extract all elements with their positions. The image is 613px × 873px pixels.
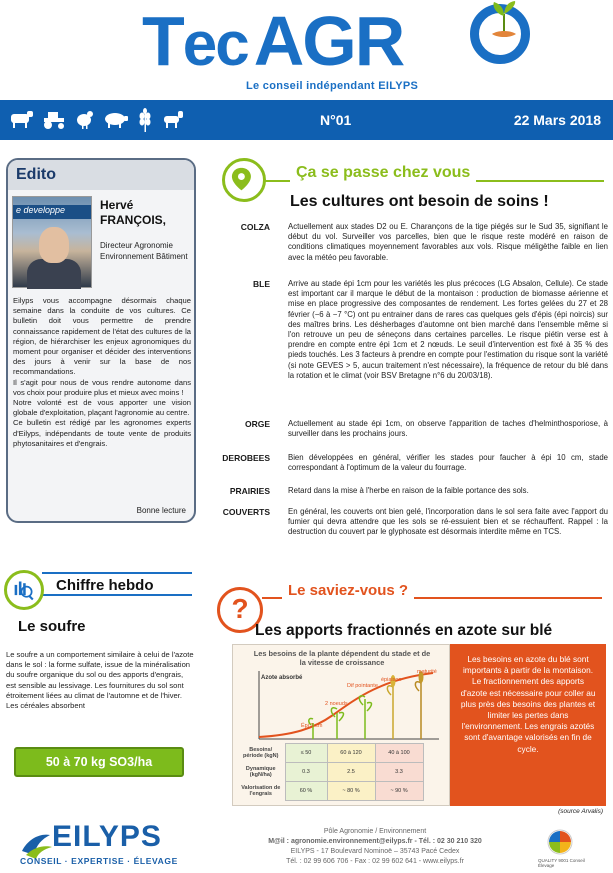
logo-ec: ec	[182, 10, 248, 79]
masthead	[0, 0, 613, 100]
edito-title: Edito	[8, 160, 194, 190]
table-cell: 60 à 120	[327, 744, 375, 763]
nitrogen-curve	[233, 665, 451, 745]
table-cell: 40 à 100	[375, 744, 423, 763]
issue-number: N°01	[320, 112, 352, 128]
author-name	[100, 198, 166, 228]
stage-label: Dif pointante	[347, 683, 378, 689]
row-label: Dynamique (kgN/ha)	[245, 766, 276, 778]
logo-agr: AGR	[253, 2, 404, 80]
table-cell: ≤ 50	[285, 744, 327, 763]
quality-label: QUALITY 9001 Conseil Élevage	[538, 858, 585, 868]
footer-mail[interactable]: M@il : agronomie.environnement@eilyps.fr - Tél. : 02 30 210 320	[268, 838, 482, 845]
figure-title: Les besoins de la plante dépendent du stade et de la vitesse de croissance	[253, 649, 431, 667]
figure-source: (source Arvalis)	[558, 808, 603, 815]
stage-label: Épi 1 cm	[301, 723, 323, 729]
plant-stage-5	[415, 681, 421, 739]
plant-icon	[484, 0, 524, 40]
soufre-text: Le soufre a un comportement similaire à celui de l'azote dans le sol : la forme sulfate, issue de la minéralisation du soufre organique du sol ou des apports d'engrais, est sensible au lessivage. Les fournitures du sol sont étroitement liées au climat de l'automne et de l'hiver. Les céréales absorbent	[6, 650, 194, 711]
author-role: Directeur Agronomie Environnement Bâtiment	[100, 241, 188, 261]
edito-panel	[6, 158, 196, 523]
crop-label: ORGE	[244, 419, 270, 429]
photo-banner: e developpe	[13, 205, 91, 219]
quality-9001-icon	[545, 828, 575, 856]
eilyps-tagline: CONSEIL · EXPERTISE · ÉLEVAGE	[20, 856, 178, 866]
table-cell: 2.5	[327, 763, 375, 782]
issue-date: 22 Mars 2018	[513, 112, 601, 128]
author-first-name: Hervé	[100, 198, 134, 212]
tecagro-logo	[142, 2, 404, 80]
header-bar	[0, 100, 613, 140]
edito-text	[13, 296, 191, 449]
crop-text: Actuellement aux stades D2 ou E. Charançons de la tige piégés sur le Sud 35, signifiant le début du vol. Surveiller vos parcelles, bien que le risque reste modéré en raison de conditions climatiques moyennement favorables aux vols. Risque méligèthe faible en lien avec la météo peu favorable.	[288, 222, 608, 262]
stage-label: maturité	[417, 669, 437, 675]
table-cell: 0.3	[285, 763, 327, 782]
question-mark-icon: ?	[217, 587, 263, 633]
footer-contact	[250, 827, 500, 867]
plant-stage-4	[387, 685, 393, 739]
table-cell: 3.3	[375, 763, 423, 782]
logo-t: T	[142, 2, 183, 80]
crop-label: COLZA	[240, 222, 270, 232]
table-cell: ~ 90 %	[375, 782, 423, 801]
edito-paragraph: Il s'agit pour nous de vous rendre autonome dans vos choix pour produire plus et mieux avec moins !	[13, 377, 191, 397]
saviez-section-title: Le saviez-vous ?	[282, 582, 414, 599]
wheat-icon	[136, 108, 154, 132]
author-photo	[12, 196, 92, 288]
nitrogen-table	[237, 743, 424, 801]
cow-icon	[8, 108, 34, 130]
crop-label: COUVERTS	[222, 507, 270, 517]
passe-section-title: Ça se passe chez vous	[290, 164, 476, 182]
stage-label: 2 noeuds	[325, 701, 348, 707]
crop-text: Actuellement au stade épi 1cm, on observe l'apparition de taches d'helminthosporiose, à surveiller dans les prochains jours.	[288, 419, 608, 439]
crop-label: BLE	[253, 279, 270, 289]
location-pin-icon	[222, 158, 266, 202]
crop-text: Retard dans la mise à l'herbe en raison de la faible portance des sols.	[288, 486, 529, 495]
tagline: Le conseil indépendant EILYPS	[246, 80, 419, 92]
footer-address: EILYPS - 17 Boulevard Nominoë – 35743 Pacé Cedex	[290, 848, 460, 855]
nitrogen-figure	[232, 644, 450, 806]
crop-text: Bien développées en général, vérifier les stades pour faucher à épi 10 cm, stade correspondant à l'optimum de la valeur du fourrage.	[288, 453, 608, 473]
table-cell: 60 %	[285, 782, 327, 801]
chicken-icon	[74, 108, 96, 130]
passe-title: Les cultures ont besoin de soins !	[290, 193, 549, 210]
edito-paragraph: Ce bulletin est rédigé par les agronomes experts d'Eilyps, indépendants de toute vente de produits phytosanitaires et d'engrais.	[13, 418, 191, 448]
animal-icons	[8, 108, 186, 132]
soufre-title: Le soufre	[18, 618, 86, 635]
edito-sign: Bonne lecture	[136, 506, 186, 515]
eilyps-brand: EILYPS	[52, 820, 162, 853]
crop-text: Arrive au stade épi 1cm pour les variétés les plus précoces (LG Absalon, Cellule). Ce stade est important car il marque le début de la montaison : production de biomasse aérienne et mise en place progressive des composantes de rendement. Les fortes gelées du 27 et 28 février (−6 à −7 °C) ont pu entrainer dans de rares cas quelques gels d'épis (épi noircis) sur des maîtres brins. Les désherbages d'automne ont bien marché dans l'ensemble même si l'on retrouve un peu de séneçons dans certaines parcelles. Le risque piétin verse est à prendre en compte entre épi 1cm et 2 nœuds. Le seuil d'intervention est fixé à 35 % des pieds touchés. Les 3 facteurs à prendre en compte pour l'estimation du risque sont la variété (si note GEVES > 5, aucun traitement n'est nécessaire), la fréquence de retour du blé dans la rotation et le climat (voir BSV Bretagne n°6 du 20/03/18).	[288, 279, 608, 380]
table-row	[237, 744, 423, 763]
saviez-title: Les apports fractionnés en azote sur blé	[255, 622, 553, 639]
crop-label: DEROBEES	[222, 453, 270, 463]
plant-stage-3	[359, 696, 371, 739]
table-cell: ~ 80 %	[327, 782, 375, 801]
tractor-icon	[40, 108, 68, 130]
footer-pole: Pôle Agronomie / Environnement	[323, 828, 427, 835]
photo-body	[27, 259, 81, 289]
chiffre-hebdo-title: Chiffre hebdo	[42, 572, 192, 596]
author-last-name: FRANÇOIS,	[100, 213, 166, 227]
saviez-explanation: Les besoins en azote du blé sont importants à partir de la montaison. Le fractionnement des apports d'azote est nécessaire pour coller au plus près des besoins des plantes et limiter les pertes dans l'environnement. Les engrais azotés sont d'avantage valorisés en fin de cycle.	[450, 644, 606, 806]
pig-icon	[102, 108, 130, 130]
goat-icon	[160, 108, 186, 130]
stage-label: épiaison	[381, 677, 402, 683]
edito-paragraph: Notre volonté est de vous apporter une vision globale d'exploitation, plaçant l'agronomie au centre.	[13, 398, 191, 418]
soufre-value: 50 à 70 kg SO3/ha	[14, 747, 184, 777]
table-row	[237, 782, 423, 801]
y-axis-label: Azote absorbé	[261, 675, 303, 681]
crop-label: PRAIRIES	[229, 486, 270, 496]
row-label: Valorisation de l'engrais	[241, 785, 281, 797]
magnifier-chart-icon	[4, 570, 44, 610]
edito-paragraph: Eilyps vous accompagne désormais chaque semaine dans la conduite de vos cultures. Ce bulletin doit vous permettre de prendre connaissance rapidement de l'état des cultures de la région, de hiérarchiser les enjeux agronomiques du moment pour organiser et décider des interventions des jours à venir sur la base de nos recommandations.	[13, 296, 191, 377]
row-label: Besoins/ période (kgN)	[243, 747, 279, 759]
crop-text: En général, les couverts ont bien gelé, l'incorporation dans le sol sera faite avec l'apport du fumier qui devra attendre que les sols se ré-essuient bien et se réchauffent. Rappel : la destruction du couvert par le glyphosate est désormais interdite même en TCS.	[288, 507, 608, 537]
footer-phone: Tél. : 02 99 606 706 - Fax : 02 99 602 641 - www.eilyps.fr	[286, 858, 464, 865]
table-row	[237, 763, 423, 782]
photo-face	[39, 227, 69, 263]
